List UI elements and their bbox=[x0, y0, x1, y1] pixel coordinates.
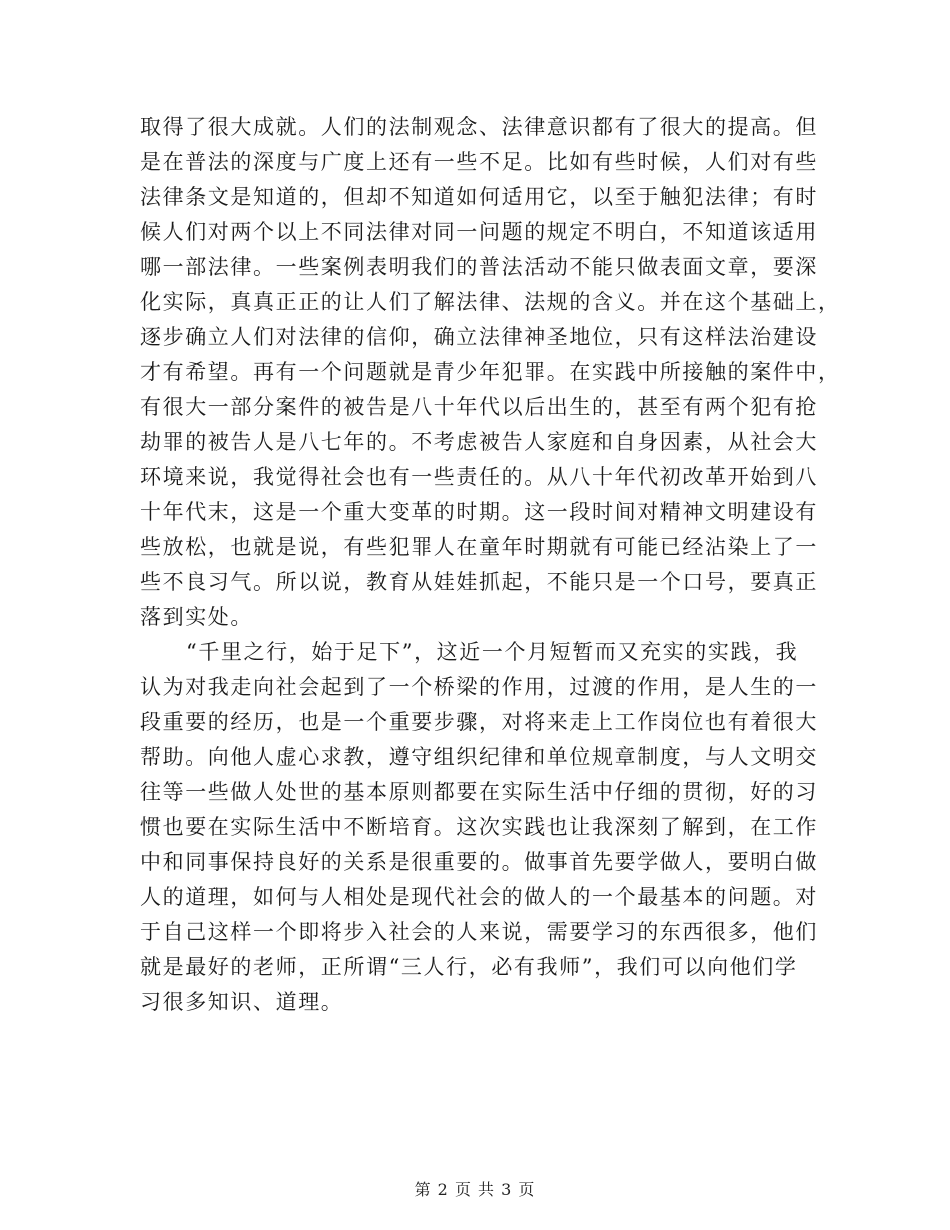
body-line: 认为对我走向社会起到了一个桥梁的作用，过渡的作用，是人生的一 bbox=[140, 675, 818, 699]
document-body bbox=[140, 110, 841, 1020]
body-line: 法律条文是知道的，但却不知道如何适用它，以至于触犯法律；有时 bbox=[140, 185, 818, 209]
body-line: 落到实处。 bbox=[140, 605, 253, 629]
body-line: 人的道理，如何与人相处是现代社会的做人的一个最基本的问题。对 bbox=[140, 885, 818, 909]
body-line: 是在普法的深度与广度上还有一些不足。比如有些时候，人们对有些 bbox=[140, 150, 818, 174]
body-line: 中和同事保持良好的关系是很重要的。做事首先要学做人，要明白做 bbox=[140, 850, 818, 874]
body-line: 候人们对两个以上不同法律对同一问题的规定不明白，不知道该适用 bbox=[140, 220, 818, 244]
body-line: 逐步确立人们对法律的信仰，确立法律神圣地位，只有这样法治建设 bbox=[140, 325, 818, 349]
body-line: 劫罪的被告人是八七年的。不考虑被告人家庭和自身因素，从社会大 bbox=[140, 430, 818, 454]
body-line: 习很多知识、道理。 bbox=[140, 990, 344, 1014]
body-line: 段重要的经历，也是一个重要步骤，对将来走上工作岗位也有着很大 bbox=[140, 710, 818, 734]
body-line: 才有希望。再有一个问题就是青少年犯罪。在实践中所接触的案件中， bbox=[140, 360, 841, 384]
paragraph-start-line: “千里之行，始于足下”，这近一个月短暂而又充实的实践，我 bbox=[186, 640, 799, 664]
body-line: 化实际，真真正正的让人们了解法律、法规的含义。并在这个基础上， bbox=[140, 290, 841, 314]
body-line: 于自己这样一个即将步入社会的人来说，需要学习的东西很多，他们 bbox=[140, 920, 818, 944]
body-line: 就是最好的老师，正所谓“三人行，必有我师”，我们可以向他们学 bbox=[140, 955, 798, 979]
body-line: 哪一部法律。一些案例表明我们的普法活动不能只做表面文章，要深 bbox=[140, 255, 818, 279]
body-line: 帮助。向他人虚心求教，遵守组织纪律和单位规章制度，与人文明交 bbox=[140, 745, 818, 769]
body-line: 些放松，也就是说，有些犯罪人在童年时期就有可能已经沾染上了一 bbox=[140, 535, 818, 559]
page-number-footer: 第 2 页 共 3 页 bbox=[414, 1180, 536, 1199]
body-line: 惯也要在实际生活中不断培育。这次实践也让我深刻了解到，在工作 bbox=[140, 815, 818, 839]
body-line: 取得了很大成就。人们的法制观念、法律意识都有了很大的提高。但 bbox=[140, 115, 818, 139]
body-line: 十年代末，这是一个重大变革的时期。这一段时间对精神文明建设有 bbox=[140, 500, 818, 524]
body-line: 往等一些做人处世的基本原则都要在实际生活中仔细的贯彻，好的习 bbox=[140, 780, 818, 804]
body-line: 有很大一部分案件的被告是八十年代以后出生的，甚至有两个犯有抢 bbox=[140, 395, 818, 419]
body-line: 环境来说，我觉得社会也有一些责任的。从八十年代初改革开始到八 bbox=[140, 465, 818, 489]
body-line: 些不良习气。所以说，教育从娃娃抓起，不能只是一个口号，要真正 bbox=[140, 570, 818, 594]
